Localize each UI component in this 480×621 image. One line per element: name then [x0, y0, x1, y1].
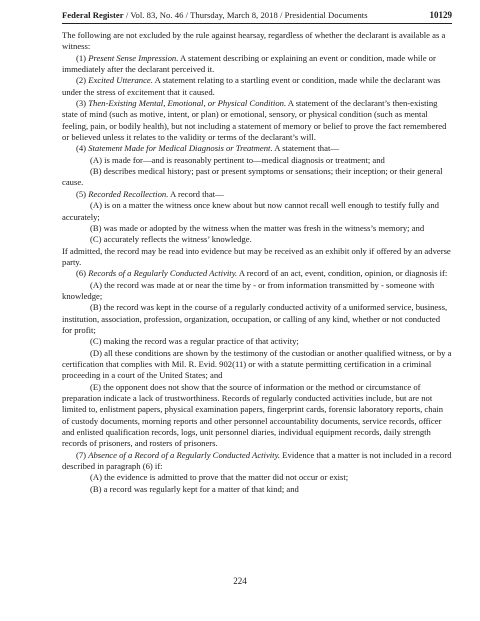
section-text: A record that— — [168, 188, 224, 199]
section-3 — [62, 98, 452, 143]
page-footer — [0, 576, 480, 586]
section-title: Records of a Regularly Conducted Activity. — [88, 268, 238, 279]
intro-paragraph: The following are not excluded by the rule against hearsay, regardless of whether the declarant is available as a witness: — [62, 30, 446, 52]
section-2 — [62, 75, 452, 98]
document-body — [62, 30, 452, 495]
section-6-a: (A) the record was made at or near the time by - or from information transmitted by - someone with knowledge; — [62, 279, 435, 301]
section-text: A statement that— — [272, 143, 339, 154]
section-text: A statement of the declarant’s then-existing state of mind (such as motive, intent, or plan) or emotional, sensory, or physical condition (such as mental feeling, pain, or bodily health), but not including a statement of memory or belief to prove the fact remembered or believed unless it relates to the validity or terms of the declarant’s will. — [62, 98, 447, 143]
section-title: Recorded Recollection. — [88, 188, 169, 199]
section-5-c: (C) accurately reflects the witness’ knowledge. — [90, 234, 252, 245]
section-7 — [62, 450, 452, 473]
section-1 — [62, 53, 452, 76]
section-5-a: (A) is on a matter the witness once knew about but now cannot recall well enough to testify fully and accurately; — [62, 200, 439, 222]
section-6-b: (B) the record was kept in the course of a regularly conducted activity of a uniformed service, business, institution, association, profession, organization, occupation, or calling of any kind, whether or not conducted for profit; — [62, 302, 448, 335]
page-header — [62, 9, 452, 24]
section-title: Present Sense Impression. — [88, 52, 179, 63]
section-title: Then-Existing Mental, Emotional, or Physical Condition. — [88, 98, 287, 109]
header-publication: Federal Register — [62, 10, 124, 20]
section-6-e: (E) the opponent does not show that the source of information or the method or circumstance of preparation indicate a lack of trustworthiness. Records of regularly conducted activities include, but are not limited to, enlistment papers, physical examination papers, fingerprint cards, forensic laboratory reports, chain of custody documents, morning reports and other personnel accountability documents, service records, officer and enlisted qualification records, logs, unit personnel diaries, individual equipment records, daily strength records of prisoners, and rosters of prisoners. — [62, 381, 444, 449]
section-7-a: (A) the evidence is admitted to prove that the matter did not occur or exist; — [90, 472, 349, 483]
section-title: Statement Made for Medical Diagnosis or Treatment. — [88, 143, 273, 154]
section-4-b: (B) describes medical history; past or present symptoms or sensations; their inception; or their general cause. — [62, 166, 443, 188]
section-6-c: (C) making the record was a regular practice of that activity; — [90, 336, 299, 347]
footer-page-label: 224 — [233, 576, 247, 586]
section-text: Evidence that a matter is not included in a record described in paragraph (6) if: — [62, 449, 452, 472]
section-4-a: (A) is made for—and is reasonably pertinent to—medical diagnosis or treatment; and — [90, 154, 385, 165]
section-text: A statement describing or explaining an event or condition, made while or immediately after the declarant perceived it. — [62, 52, 436, 75]
section-number: (4) — [76, 143, 89, 154]
header-details: / Vol. 83, No. 46 / Thursday, March 8, 2018 / Presidential Documents — [123, 10, 368, 20]
section-7-b: (B) a record was regularly kept for a matter of that kind; and — [90, 483, 299, 494]
section-title: Absence of a Record of a Regularly Conducted Activity. — [88, 449, 281, 460]
section-text: A statement relating to a startling event or condition, made while the declarant was under the stress of excitement that it caused. — [62, 75, 441, 97]
section-5 — [62, 189, 452, 200]
section-title: Excited Utterance. — [88, 75, 153, 86]
section-number: (3) — [76, 98, 89, 109]
section-5-b: (B) was made or adopted by the witness when the matter was fresh in the witness’s memory; and — [90, 222, 425, 233]
section-number: (7) — [76, 449, 89, 460]
section-number: (2) — [76, 75, 89, 86]
header-page-number: 10129 — [429, 10, 452, 20]
header-citation — [62, 9, 368, 22]
section-number: (6) — [76, 268, 89, 279]
section-number: (5) — [76, 188, 89, 199]
section-6 — [62, 268, 452, 279]
section-number: (1) — [76, 52, 89, 63]
section-5-after: If admitted, the record may be read into evidence but may be received as an exhibit only if offered by an adverse party. — [62, 245, 451, 267]
section-4 — [62, 143, 452, 154]
section-text: A record of an act, event, condition, opinion, or diagnosis if: — [237, 268, 448, 279]
section-6-d: (D) all these conditions are shown by the testimony of the custodian or another qualified witness, or by a certification that complies with Mil. R. Evid. 902(11) or with a statute permitting certification in a criminal proceeding in a court of the United States; and — [62, 347, 452, 381]
